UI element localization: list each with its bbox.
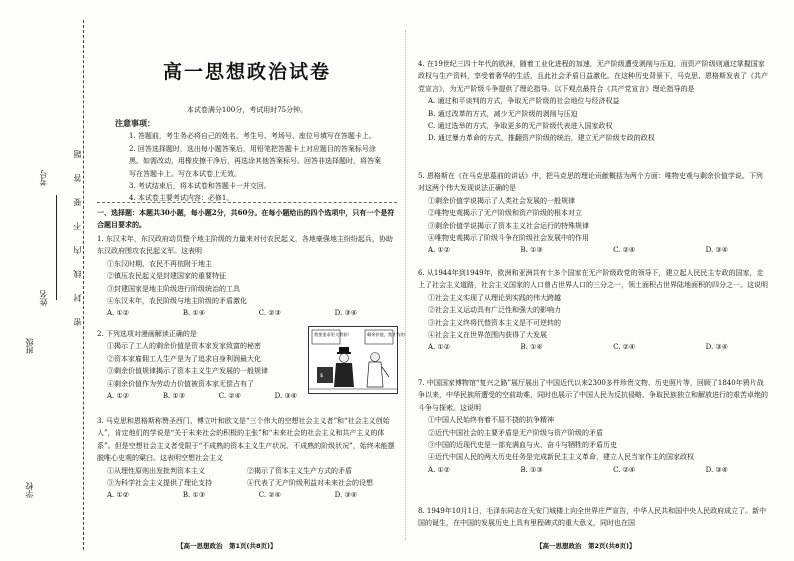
seal-char: 答	[73, 174, 82, 182]
option: ②近代中国社会的主要矛盾是无产阶级与资产阶级的矛盾	[428, 428, 603, 437]
cartoon-image	[308, 326, 409, 394]
section-1-title: 一、选择题：本题共30小题，每小题2分，共60分。在每小题给出的四个选项中，只有一个是符合题目要求的。	[97, 208, 395, 230]
answer-c: C. ②④	[258, 491, 281, 500]
answer-b: B. ①④	[182, 309, 205, 318]
page-fold-line	[405, 30, 406, 540]
answer-c: C. ②③	[258, 309, 281, 318]
answer-b: B. ①③	[520, 465, 543, 474]
binding-dashed-line	[83, 20, 84, 550]
option: C. 通过选举的方式，争取更多的无产阶级代表进入国家政权	[428, 122, 613, 131]
answer-a: A. ①②	[428, 343, 451, 352]
exam-info: 本试卷满分100分，考试用时75分钟。	[186, 106, 308, 114]
question-8	[418, 505, 768, 530]
question-stem: 1. 东汉末年，东汉政府动员整个地主阶级的力量来对付农民起义，各地豪强地主纷纷起兵，协助东汉政府围攻农民起义军。这表明	[97, 235, 393, 256]
answer-a: A. ①②	[107, 392, 130, 401]
option: ②资本家雇佣工人生产是为了追求自身利润最大化	[107, 354, 261, 363]
question-2	[97, 328, 307, 402]
page-footer-left: 【高一思想政治 第1页(共8页)】	[177, 542, 277, 550]
option: ③封建国家是地主阶级进行阶级统治的工具	[107, 284, 240, 293]
seal-char: 密	[73, 318, 82, 326]
question-6	[418, 267, 768, 354]
answer-b: B. ①④	[520, 343, 543, 352]
question-7	[418, 377, 768, 476]
option: ④剩余价值作为劳动力价值被资本家无偿占有了	[107, 379, 254, 388]
notice-item: 4. 本试卷主要考试内容：必修1。	[129, 194, 234, 203]
binding-margin	[0, 0, 92, 561]
option: ①社会主义实现了从理论到实践的伟大跨越	[428, 293, 561, 302]
section-1-heading	[97, 207, 397, 232]
answer-a: A. ①②	[107, 491, 130, 500]
notice-block	[115, 118, 385, 205]
answer-choices	[97, 489, 397, 501]
option: ①中国人民始终有着不屈不挠的抗争精神	[428, 416, 554, 425]
option: ③为科学社会主义提供了理论支持	[107, 479, 212, 488]
answer-d: D. ③④	[705, 343, 728, 352]
answer-choices	[418, 341, 768, 353]
answer-d: D. ③④	[334, 309, 357, 318]
option: ④东汉末年，农民阶级与地主阶级的矛盾激化	[107, 297, 247, 306]
option: ②唯物史观揭示了无产阶级和资产阶级的根本对立	[428, 209, 582, 218]
answer-a: A. ①②	[107, 309, 130, 318]
margin-label-kaohao: 考号	[39, 170, 48, 186]
seal-char: 要	[73, 198, 82, 206]
section-divider	[97, 202, 397, 203]
answer-d: D. ③④	[705, 465, 728, 474]
option: ②社会主义运动具有广泛性和强大的影响力	[428, 306, 561, 315]
answer-choices	[418, 464, 768, 476]
page-footer-right: 【高一思想政治 第2页(共8页)】	[536, 542, 636, 550]
option: ②镇压农民起义是封建国家的重要特征	[107, 272, 226, 281]
question-stem: 2. 下列选项对漫画解读正确的是	[97, 330, 197, 338]
answer-d: D. ③④	[274, 392, 297, 401]
option: D. 通过暴力革命的方式，推翻资产阶级的统治，建立无产阶级专政的政权	[428, 134, 655, 143]
option: ④代表了无产阶级利益对未来社会的设想	[247, 479, 373, 488]
answer-b: B. ①③	[520, 246, 543, 255]
option: ④社会主义在世界范围内获得了大发展	[428, 331, 547, 340]
question-stem: 5. 恩格斯在《在马克思墓前的讲话》中，把马克思的理论贡献概括为两个方面：唯物史观与剩余价值学说。下列对这两个伟大发现说法正确的是	[418, 172, 763, 193]
option: A. 通过和平谈判的方式，争取无产阶级的社会地位与经济权益	[428, 97, 620, 106]
answer-c: C. ②④	[218, 392, 241, 401]
option: ①东汉时期，农民不再依附于地主	[107, 259, 212, 268]
page-title: 高一思想政治试卷	[162, 61, 331, 83]
svg-text:$: $	[320, 373, 324, 379]
option: ②揭示了资本主义生产方式的矛盾	[247, 466, 352, 475]
question-stem: 3. 马克思和恩格斯称赞圣西门、傅立叶和欧文是“三个伟大的空想社会主义者”和“社会主义创始人”，肯定他们的学说是“关于未来社会的积极的主张”和“未来社会的社会主义和共产主义的体系”。但是空想社会主义者受限于“不成熟的资本主义生产状况、不成熟的阶级状况”，始终未能摆脱唯心史观的窠臼。这表明空想社会主义	[97, 417, 395, 463]
question-1	[97, 233, 397, 320]
question-stem: 6. 从1944年到1949年，欧洲和亚洲共有十多个国家在无产阶级政党的领导下，建立起人民民主专政的国家，走上了社会主义道路，社会主义国家的人口曾占世界人口的三分之一，领土面积占世界陆地面积的四分之一。这说明	[418, 269, 768, 290]
seal-char: 题	[73, 150, 82, 158]
margin-label-xingming: 姓名	[39, 290, 48, 306]
option: ④近代中国人民的两大历史任务是完成新民主主义革命，建立人民当家作主的国家政权	[428, 453, 694, 462]
option: ③社会主义终将代替资本主义是不可逆转的	[428, 318, 561, 327]
answer-d: D. ③④	[705, 246, 728, 255]
question-stem: 7. 中国国家博物馆“复兴之路”展厅展出了中国近代以来2300多件珍贵文物、历史照片等，回顾了1840年鸦片战争以来，中华民族所遭受的空前劫难，同时也展示了中国人民为反抗侵略、争取民族独立和解放进行的艰苦卓绝的斗争与探索。这说明	[418, 379, 768, 412]
answer-c: C. ②④	[613, 246, 636, 255]
notice-item: 1. 答题前，考生务必将自己的姓名、考生号、考场号、座位号填写在答题卡上。	[129, 132, 376, 141]
option: ①揭示了工人的剩余价值是资本家发家致富的秘密	[107, 342, 261, 351]
notice-item: 2. 回答选择题时，选出每小题答案后，用铅笔把答题卡上对应题目的答案标号涂黑。如需改动，用橡皮擦干净后，再选涂其他答案标号。回答非选择题时，将答案写在答题卡上。写在本试卷上无效。	[129, 144, 381, 178]
seal-warning	[72, 150, 83, 326]
answer-c: C. ②④	[613, 465, 636, 474]
question-5	[418, 170, 768, 257]
answer-choices	[97, 307, 397, 319]
answer-a: A. ①②	[428, 246, 451, 255]
notice-heading: 注意事项：	[115, 119, 155, 128]
seal-char: 内	[73, 246, 82, 254]
question-stem: 8. 1949年10月1日，毛泽东同志在天安门城楼上向全世界庄严宣告，中华人民共和国中央人民政府成立了。新中国的诞生，在中国的发展历史上具有里程碑式的重大意义，同时也在国	[418, 507, 767, 528]
answer-b: B. ①③	[162, 392, 185, 401]
margin-label-xuexiao: 学校	[25, 482, 34, 498]
option: ①从理性原则出发批判资本主义	[107, 466, 205, 475]
answer-b: B. ①③	[182, 491, 205, 500]
option: ③中国的近现代史是一部充满血与火、奋斗与牺牲的矛盾历史	[428, 441, 617, 450]
question-stem: 4. 在19世纪三四十年代的欧洲，随着工业化进程的加速，无产阶级遭受剥削与压迫，而资产阶级则通过掌握国家政权与生产资料，享受着奢华的生活，且此社会矛盾日益激化。在这种历史背景下，马克思、恩格斯发表了《共产党宣言》，为无产阶级斗争提供了理论指导。以下观点最符合《共产党宣言》理论指导的是	[418, 60, 768, 93]
question-4	[418, 58, 768, 145]
answer-a: A. ①②	[428, 465, 451, 474]
seal-char: 线	[73, 270, 82, 278]
option: B. 通过改革的方式，减少无产阶级的剥削与压迫	[428, 109, 578, 118]
margin-label-banji: 班级	[25, 338, 34, 354]
xingming-line	[56, 240, 57, 300]
answer-choices	[418, 244, 768, 256]
option: ③剩余价值学说揭示了资本主义社会运行的特殊规律	[428, 221, 589, 230]
cartoon-drawing	[309, 327, 409, 393]
answer-c: C. ②④	[613, 343, 636, 352]
answer-d: D. ③④	[334, 491, 357, 500]
cartoon-bubble-right: 剩余价值，我才有的！	[367, 332, 409, 337]
option: ④唯物史观揭示了阶级斗争在阶级社会发展中的作用	[428, 234, 589, 243]
question-3	[97, 415, 397, 502]
cartoon-bubble-left: 我要追求更大利润！	[314, 332, 352, 337]
option-grid	[97, 465, 397, 490]
seal-char: 不	[73, 222, 82, 230]
option: ③剩余价值规律揭示了资本主义生产发展的一般规律	[107, 367, 268, 376]
notice-item: 3. 考试结束后，将本试卷和答题卡一并交回。	[129, 182, 271, 191]
answer-choices	[97, 390, 307, 402]
seal-char: 封	[73, 294, 82, 302]
option: ①剩余价值学说揭示了人类社会发展的一般规律	[428, 196, 575, 205]
